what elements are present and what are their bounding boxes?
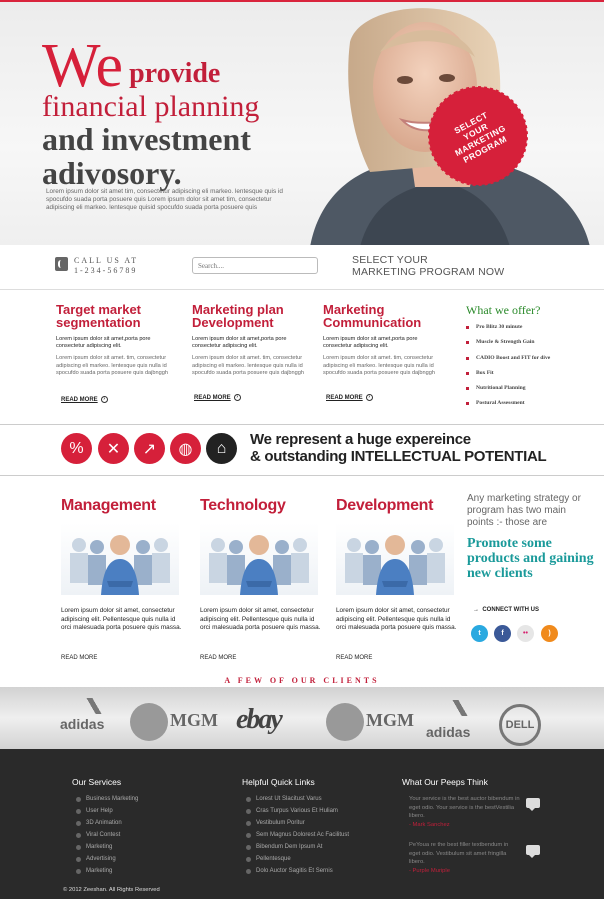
read-more-link[interactable]: READ MORE › <box>326 394 373 401</box>
mgm-logo: MGM <box>170 710 218 730</box>
clients-title: A FEW OF OUR CLIENTS <box>224 676 380 685</box>
twitter-icon[interactable]: t <box>471 625 488 642</box>
team-title: Management <box>61 497 156 514</box>
service-title: Target market segmentation <box>56 302 142 330</box>
testimonial-text: Your service is the best auctor bibendum in eget odio. Your service is the bestVestilia libero. <box>409 796 520 819</box>
adidas-stripes-icon <box>446 700 476 716</box>
service-marketing-communication <box>323 303 443 377</box>
call-us-label: CALL US AT <box>74 256 139 265</box>
connect-with-us-link[interactable]: → CONNECT WITH US <box>473 607 540 613</box>
footer-link[interactable]: Pellentesque <box>246 856 291 862</box>
offer-list <box>466 324 596 416</box>
mgm-lion-icon <box>130 703 168 741</box>
banner-line1: We represent a huge expereince <box>250 431 471 448</box>
promote-text: Promote some products and gaining new clients <box>467 536 594 581</box>
copyright: © 2012 Zeeshan. All Rights Reserved <box>63 887 160 893</box>
team-technology <box>200 497 325 661</box>
team-title: Technology <box>200 497 286 514</box>
offer-item[interactable]: Pro Blitz 30 minute <box>466 324 596 339</box>
team-photo <box>61 523 179 595</box>
service-intro: Lorem ipsum dolor sit amet,porta pore consectetur adipiscing elit. <box>323 336 418 350</box>
what-we-offer <box>466 303 596 416</box>
footer-link[interactable]: Sem Magnus Dolorest Ac Facilitust <box>246 832 349 838</box>
testimonial <box>409 841 521 875</box>
adidas-logo: adidas <box>60 716 105 732</box>
service-intro: Lorem ipsum dolor sit amet,porta pore consectetur adipiscing elit. <box>56 336 151 350</box>
hero-description: Lorem ipsum dolor sit amet tim, consectetur adipiscing eli markeo. lentesque quis id spocufdo suada porta posuere quis Lorem ipsum dolor sit amet tim, consectetur adipiscing eli markeo. lentesque quisid spocufdo suada porta posuere quis <box>46 188 283 211</box>
footer-link[interactable]: Lorest Ut Slacitust Varus <box>246 796 322 802</box>
testimonial-author: - Purple Muriple <box>409 867 450 874</box>
select-line2: MARKETING PROGRAM NOW <box>352 266 505 278</box>
footer-link[interactable]: Business Marketing <box>76 796 138 802</box>
chart-icon: ↗ <box>134 433 165 464</box>
offer-item[interactable]: Nutritional Planning <box>466 385 596 400</box>
select-program-heading <box>352 254 504 278</box>
dell-logo: DELL <box>499 704 541 746</box>
footer-link[interactable]: Marketing <box>76 868 112 874</box>
team-text: Lorem ipsum dolor sit amet, consectetur adipiscing elit. Pellentesque quis nulla id orci malesuada porta posuere quis massa. <box>61 607 182 631</box>
footer-link[interactable]: Viral Contest <box>76 832 120 838</box>
read-more-link[interactable]: READ MORE <box>61 655 98 661</box>
arrow-right-icon: › <box>101 396 108 403</box>
arrow-right-icon: › <box>366 394 373 401</box>
speech-bubble-icon <box>526 798 540 808</box>
arrow-right-icon: › <box>234 394 241 401</box>
adidas-stripes-icon <box>80 698 110 714</box>
service-intro: Lorem ipsum dolor sit amet,porta pore consectetur adipiscing elit. <box>192 336 287 350</box>
service-text: Lorem ipsum dolor sit amet. tim, consectetur adipiscing eli markeo. lentesque quis nulla id spocufdo suada porta posuere quis dajbnggh <box>192 355 304 376</box>
hero-line3: and investment <box>42 121 251 157</box>
read-more-link[interactable]: READ MORE › <box>194 394 241 401</box>
mgm-logo: MGM <box>366 710 414 730</box>
service-marketing-plan <box>192 303 312 377</box>
phone-number: 1-234-56789 <box>74 266 138 275</box>
facebook-icon[interactable]: f <box>494 625 511 642</box>
service-text: Lorem ipsum dolor sit amet. tim, consectetur adipiscing eli markeo. lentesque quis nulla id spocufdo suada porta posuere quis dajbnggh <box>323 355 435 376</box>
footer-heading: Helpful Quick Links <box>242 777 315 787</box>
read-more-link[interactable]: READ MORE › <box>61 396 108 403</box>
flickr-icon[interactable]: •• <box>517 625 534 642</box>
footer-link[interactable]: Bibendum Dem Ipsum At <box>246 844 322 850</box>
hero-we: We <box>42 32 124 100</box>
speech-bubble-icon <box>526 845 540 855</box>
footer-link[interactable]: Cras Turpus Various Et Huliam <box>246 808 338 814</box>
offer-item[interactable]: Box Fit <box>466 370 596 385</box>
team-title: Development <box>336 497 434 514</box>
read-more-link[interactable]: READ MORE <box>336 655 373 661</box>
service-title: Marketing plan Development <box>192 302 284 330</box>
offer-title: What we offer? <box>466 303 541 317</box>
hero-banner <box>0 0 604 245</box>
testimonial-author: - Mark Sanchez <box>409 821 450 828</box>
arrow-right-icon: → <box>473 607 483 613</box>
seal-text: SELECT YOUR MARKETING PROGRAM <box>452 109 509 165</box>
mgm-lion-icon <box>326 703 364 741</box>
team-photo <box>200 523 318 595</box>
testimonial-text: PeYoua re the best filler textbendum in eget odio. Vestibulum sit amet fringilla libero. <box>409 842 509 865</box>
hero-provide: provide <box>129 58 221 89</box>
hero-line4: adivosory. <box>42 155 182 191</box>
testimonial <box>409 795 521 829</box>
strategy-text: Any marketing strategy or program has two main points :- those are <box>467 493 581 528</box>
footer-link[interactable]: User Help <box>76 808 113 814</box>
ebay-logo: ebay <box>236 704 281 735</box>
phone-icon <box>55 257 68 271</box>
percent-icon: % <box>61 433 92 464</box>
team-text: Lorem ipsum dolor sit amet, consectetur adipiscing elit. Pellentesque quis nulla id orci malesuada porta posuere quis massa. <box>200 607 321 631</box>
service-text: Lorem ipsum dolor sit amet. tim, consectetur adipiscing eli markeo. lentesque quis nulla id spocufdo suada porta posuere quis dajbnggh <box>56 355 168 376</box>
team-text: Lorem ipsum dolor sit amet, consectetur adipiscing elit. Pellentesque quis nulla id orci malesuada porta posuere quis massa. <box>336 607 457 631</box>
footer-link[interactable]: Marketing <box>76 844 112 850</box>
service-title: Marketing Communication <box>323 302 422 330</box>
globe-icon: ◍ <box>170 433 201 464</box>
offer-item[interactable]: Muscle & Strength Gain <box>466 339 596 354</box>
footer-heading: Our Services <box>72 777 122 787</box>
bank-icon: ⌂ <box>206 433 237 464</box>
service-target-market <box>56 303 176 377</box>
select-line1: SELECT YOUR <box>352 254 428 266</box>
banner-line2: & outstanding INTELLECTUAL POTENTIAL <box>250 448 547 465</box>
rss-icon[interactable]: ) <box>541 625 558 642</box>
footer-link[interactable]: Advertising <box>76 856 116 862</box>
footer-link[interactable]: 3D Animation <box>76 820 122 826</box>
footer-link[interactable]: Dolo Auctor Sagitis Et Sernis <box>246 868 333 874</box>
offer-item[interactable]: CADIO Boost and FIT for dive <box>466 355 596 370</box>
tools-icon: ✕ <box>98 433 129 464</box>
footer-heading: What Our Peeps Think <box>402 777 488 787</box>
team-management <box>61 497 186 661</box>
team-photo <box>336 523 454 595</box>
offer-item[interactable]: Postural Assessment <box>466 400 596 415</box>
hero-line2: financial planning <box>42 90 260 123</box>
hero-headline <box>42 32 312 191</box>
team-development <box>336 497 461 661</box>
read-more-link[interactable]: READ MORE <box>200 655 237 661</box>
search-input[interactable] <box>192 257 318 274</box>
adidas-logo: adidas <box>426 724 471 740</box>
footer-link[interactable]: Vestibulum Poritur <box>246 820 305 826</box>
